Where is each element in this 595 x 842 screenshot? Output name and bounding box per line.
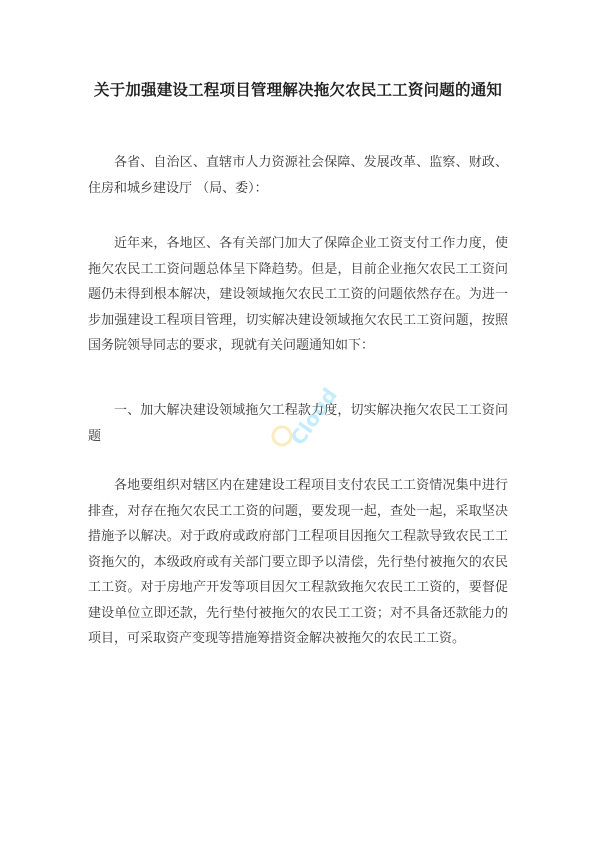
watermark-logo-svg <box>262 383 342 458</box>
section-heading-1: 一、加大解决建设领域拖欠工程款力度，切实解决拖欠农民工工资问题 <box>88 403 508 444</box>
section-body-1: 各地要组织对辖区内在建建设工程项目支付农民工工资情况集中进行排查，对存在拖欠农民工工资的问题，要发现一起，查处一起，采取坚决措施予以解决。对于政府或政府部门工程项目因拖欠工程款导致农民工工资拖欠的，本级政府或有关部门要立即予以清偿，先行垫付被拖欠的农民工工资。对于房地产开发等项目因欠工程款致拖欠农民工工资的，要督促建设单位立即还款，先行垫付被拖欠的农民工工资；对不具备还款能力的项目，可采取资产变现等措施筹措资金解决被拖欠的农民工工资。 <box>88 478 508 646</box>
cloud-logo-icon <box>262 383 342 458</box>
intro-paragraph: 近年来，各地区、各有关部门加大了保障企业工资支付工作力度，使拖欠农民工工资问题总体呈下降趋势。但是，目前企业拖欠农民工工资问题仍未得到根本解决，建设领域拖欠农民工工资的问题依然存在。为进一步加强建设工程项目管理，切实解决建设领域拖欠农民工工资问题，按照国务院领导同志的要求，现就有关问题通知如下： <box>88 236 508 353</box>
salutation-paragraph: 各省、自治区、直辖市人力资源社会保障、发展改革、监察、财政、住房和城乡建设厅 （局、委）： <box>88 155 508 196</box>
document-title: 关于加强建设工程项目管理解决拖欠农民工工资问题的通知 <box>93 81 503 99</box>
watermark-text: Cloud <box>285 383 342 450</box>
